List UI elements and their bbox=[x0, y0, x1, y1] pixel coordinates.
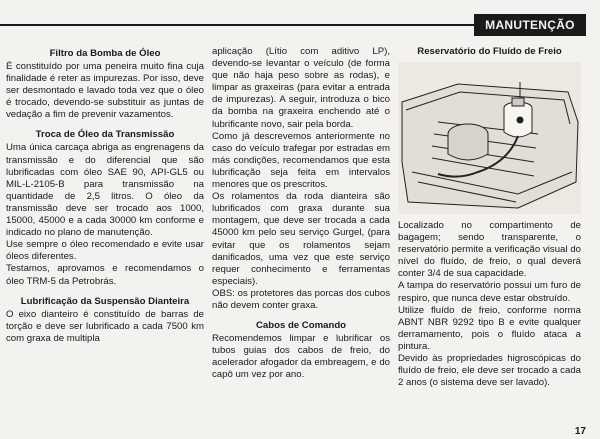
reservoir-drawing-icon bbox=[398, 62, 581, 214]
paragraph-lubrication-procedure: aplicação (Lítio com aditivo LP), devendo-se levantar o veículo (de forma que não haja peso sobre as rodas), e limpar as graxeiras (para evitar a entrada de impurezas). A seguir, introduza o bico da bomba na graxeira enchendo até o lubrificante novo, sair pela borda. bbox=[212, 46, 390, 130]
paragraph-recommended-oil: Use sempre o óleo recomendado e evite usar óleos diferentes. bbox=[6, 239, 204, 263]
paragraph-oil-pump-filter: É constituído por uma peneira muito fina cuja finalidade é reter as impurezas. Por isso, deve ser desmontado e lavado toda vez que o óleo é trocado, devendo-se substituir as juntas de vedação a fim de prevenir vazamentos. bbox=[6, 61, 204, 121]
paragraph-front-suspension: O eixo dianteiro é constituído de barras de torção e deve ser lubrificado a cada 7500 km com graxa de multipla bbox=[6, 308, 204, 344]
heading-control-cables: Cabos de Comando bbox=[255, 320, 347, 332]
column-middle bbox=[212, 46, 390, 381]
paragraph-transmission-oil: Uma única carcaça abriga as engrenagens da transmissão e do diferencial que são lubrificadas com óleo SAE 90, API-GL5 ou MIL-L-2105-B para transmissão na quantidade de 2,5 litros. O óleo da transmissão deve ser trocado aos 1000, 15000, 45000 e a cada 30000 km conforme e indicado no plano de manutenção. bbox=[6, 142, 204, 239]
section-title: MANUTENÇÃO bbox=[474, 14, 586, 36]
paragraph-hygroscopic: Devido às propriedades higroscópicas do fluído de freio, ele deve ser trocado a cada 2 anos (o sistema deve ser lavado). bbox=[398, 353, 581, 389]
paragraph-reservoir-cap: A tampa do reservatório possui um furo de respiro, que nunca deve estar obstruído. bbox=[398, 280, 581, 304]
paragraph-tested-oil: Testamos, aprovamos e recomendamos o óleo TRM-5 da Petrobrás. bbox=[6, 263, 204, 287]
column-left bbox=[6, 46, 204, 345]
paragraph-bad-roads: Como já descrevemos anteriormente no caso do veículo trafegar por estradas em más condições, recomendamos que esta lubrificação seja feita em intervalos menores que os prescritos. bbox=[212, 130, 390, 191]
heading-transmission-oil: Troca de Óleo da Transmissão bbox=[35, 129, 175, 141]
paragraph-wheel-bearings: Os rolamentos da roda dianteira são lubrificados com graxa durante sua montagem, que deve ser trocada a cada 45000 km pelo seu serviço Gurgel, (para evitar que os rolamentos sejam danificados, uma vez que este serviço requer conhecimento e ferramentas especiais). bbox=[212, 191, 390, 287]
heading-brake-fluid-reservoir: Reservatório do Fluído de Freio bbox=[417, 46, 562, 57]
header-rule bbox=[0, 24, 490, 26]
paragraph-reservoir-location: Localizado no compartimento de bagagem; sendo transparente, o reservatório permite a verificação visual do nível do fluído, de freio, o qual deverá conter 3/4 de sua capacidade. bbox=[398, 220, 581, 280]
page-header bbox=[0, 14, 600, 36]
brake-reservoir-illustration bbox=[398, 62, 581, 214]
heading-oil-pump-filter: Filtro da Bomba de Óleo bbox=[49, 48, 161, 59]
paragraph-brake-fluid-norm: Utilize fluído de freio, conforme norma ABNT NBR 9292 tipo B e evite qualquer derramamento, pois o fluído ataca a pintura. bbox=[398, 304, 581, 352]
column-right bbox=[398, 46, 581, 389]
heading-front-suspension: Lubrificação da Suspensão Dianteira bbox=[20, 295, 190, 307]
paragraph-control-cables: Recomendemos limpar e lubrificar os tubos guias dos cabos de freio, do acelerador afogador da embreagem, e do capô um vez por ano. bbox=[212, 333, 390, 381]
paragraph-obs: OBS: os protetores das porcas dos cubos não devem conter graxa. bbox=[212, 287, 390, 311]
page-number: 17 bbox=[574, 426, 586, 437]
